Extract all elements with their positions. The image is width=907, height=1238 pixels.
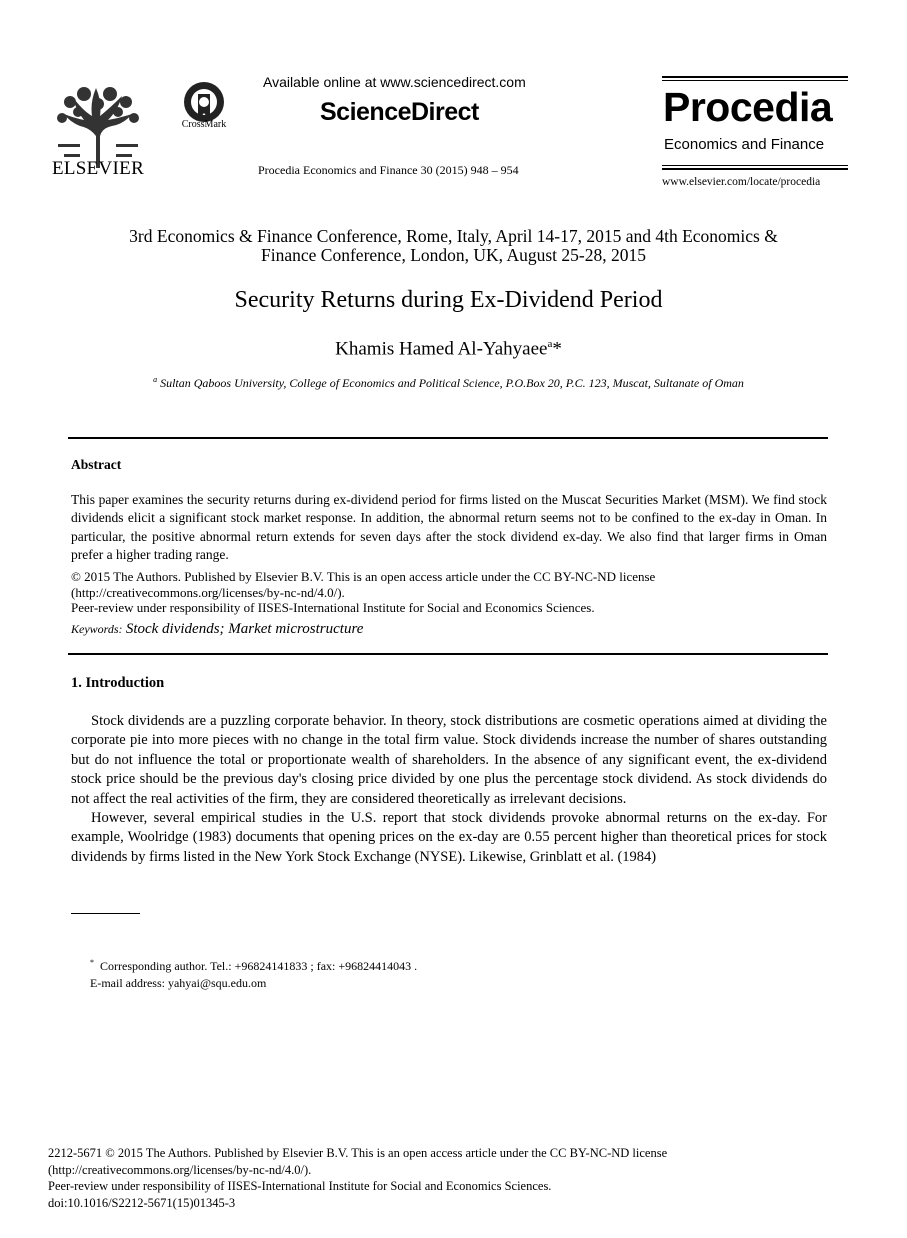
affiliation-text: Sultan Qaboos University, College of Economics and Political Science, P.O.Box 20, P.C. 123, Muscat, Sultanate of Oman	[160, 376, 744, 390]
footer-line-1: 2212-5671 © 2015 The Authors. Published by Elsevier B.V. This is an open access article under the CC BY-NC-ND license	[48, 1146, 668, 1160]
keywords-line	[71, 621, 363, 638]
crossmark-label: CrossMark	[181, 119, 227, 130]
footer-peer-review: Peer-review under responsibility of IISES-International Institute for Social and Economics Sciences.	[48, 1179, 552, 1193]
author-affil-sup: a	[547, 338, 553, 350]
affiliation	[0, 375, 897, 391]
footer-license-link[interactable]: (http://creativecommons.org/licenses/by-nc-nd/4.0/).	[48, 1162, 312, 1177]
conference-line-1: 3rd Economics & Finance Conference, Rome, Italy, April 14-17, 2015 and 4th Economics &	[129, 226, 778, 246]
keywords-value: Stock dividends; Market microstructure	[125, 621, 364, 637]
available-online-text: Available online at www.sciencedirect.com	[263, 74, 526, 90]
abstract-top-rule	[68, 437, 828, 439]
conference-line-2: Finance Conference, London, UK, August 25-28, 2015	[261, 245, 646, 265]
affiliation-sup: a	[153, 375, 158, 384]
procedia-top-rule	[662, 76, 848, 78]
intro-paragraph-2: However, several empirical studies in the U.S. report that stock dividends provoke abnormal returns on the ex-day. For example, Woolridge (1983) documents that opening prices on the ex-day are 0.55 percent higher than theoretical prices for stock dividends by firms listed in the New York Stock Exchange (NYSE). Likewise, Grinblatt et al. (1984)	[71, 810, 827, 865]
author-line	[0, 338, 897, 360]
author-name: Khamis Hamed Al-Yahyaee	[335, 338, 548, 360]
procedia-title: Procedia	[663, 84, 833, 130]
footer-doi[interactable]: doi:10.1016/S2212-5671(15)01345-3	[48, 1195, 236, 1210]
footnote-corresponding-text: Corresponding author. Tel.: +96824141833 ; fax: +96824414043 .	[100, 959, 418, 973]
sciencedirect-brand[interactable]: ScienceDirect	[320, 98, 479, 126]
introduction-heading: 1. Introduction	[71, 675, 165, 691]
abstract-bottom-rule	[68, 653, 828, 655]
footnote-corresponding	[90, 958, 417, 974]
procedia-url[interactable]: www.elsevier.com/locate/procedia	[662, 176, 821, 188]
license-line: © 2015 The Authors. Published by Elsevier B.V. This is an open access article under the CC BY-NC-ND license	[71, 569, 656, 584]
journal-citation: Procedia Economics and Finance 30 (2015) 948 – 954	[258, 163, 519, 177]
conference-info	[60, 227, 847, 265]
intro-paragraph-1: Stock dividends are a puzzling corporate behavior. In theory, stock distributions are cosmetic operations aimed at dividing the corporate pie into more pieces with no change in the total firm value. Stock dividends increase the number of shares outstanding but do not influence the total or proportionate wealth of shareholders. In the absence of any significant event, the ex-dividend stock price should be the previous day's closing price divided by one plus the percentage stock dividend. As stock dividends do not affect the real activities of the firm, they are considered theoretically as irrelevant decisions.	[71, 713, 827, 807]
footnote-email[interactable]: E-mail address: yahyai@squ.edu.om	[90, 976, 267, 990]
footnote-mark: *	[90, 958, 94, 967]
paper-title: Security Returns during Ex-Dividend Period	[234, 287, 663, 313]
procedia-bottom-rule	[662, 168, 848, 170]
corresponding-mark: *	[552, 338, 562, 360]
procedia-top-rule-thin	[662, 80, 848, 81]
procedia-subtitle: Economics and Finance	[664, 136, 825, 153]
footnote-rule	[71, 913, 140, 914]
footer-license	[48, 1145, 848, 1211]
peer-review-line: Peer-review under responsibility of IISES-International Institute for Social and Economics Sciences.	[71, 600, 595, 615]
license-link[interactable]: (http://creativecommons.org/licenses/by-nc-nd/4.0/).	[71, 584, 345, 600]
keywords-label: Keywords:	[71, 622, 123, 636]
abstract-body: This paper examines the security returns during ex-dividend period for firms listed on the Muscat Securities Market (MSM). We find stock dividends elicit a significant stock market response. In addition, the abnormal return seems not to be confined to the ex-day in Oman. In particular, the positive abnormal return extends for seven days after the stock dividend ex-day. We also find that larger firms in Oman prefer a higher trading range.	[71, 492, 827, 562]
introduction-body	[71, 712, 827, 867]
license-block	[71, 569, 827, 616]
abstract-heading: Abstract	[71, 457, 122, 472]
elsevier-wordmark: ELSEVIER	[51, 158, 145, 179]
procedia-bottom-rule-thin	[662, 165, 848, 166]
